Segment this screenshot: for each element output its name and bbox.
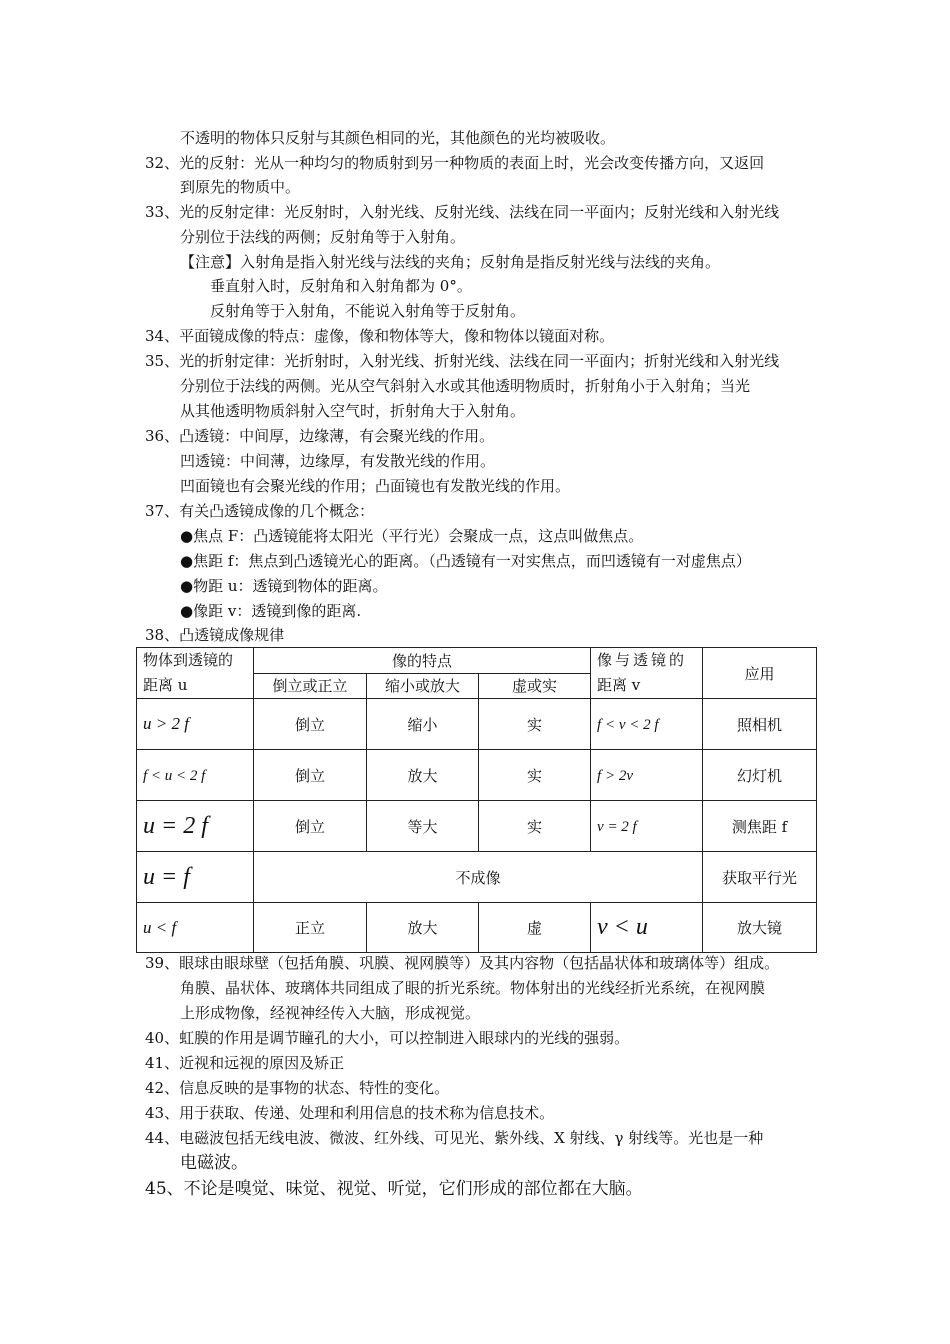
item-35-cont: 分别位于法线的两侧。光从空气斜射入水或其他透明物质时，折射角小于入射角；当光 [180, 377, 751, 395]
header-orientation: 倒立或正立 [254, 673, 367, 699]
table-row [137, 801, 817, 852]
note-line: 【注意】入射角是指入射光线与法线的夹角；反射角是指反射光线与法线的夹角。 [180, 253, 721, 271]
item-44-cont: 电磁波。 [180, 1153, 248, 1173]
cell-orientation: 倒立 [254, 699, 367, 750]
table-row [137, 699, 817, 750]
header-object-distance: 物体到透镜的 距离 u [137, 648, 254, 699]
cell-u: f < u < 2 f [137, 750, 254, 801]
item-36: 36、凸透镜：中间厚，边缘薄，有会聚光线的作用。 [145, 427, 495, 445]
cell-size: 等大 [367, 801, 479, 852]
item-34: 34、平面镜成像的特点：虚像，像和物体等大，像和物体以镜面对称。 [145, 327, 615, 345]
cell-size: 缩小 [367, 699, 479, 750]
bullet-item: ●像距 v：透镜到像的距离. [180, 602, 362, 620]
header-image-distance: 像与透镜的 距离 v [591, 648, 703, 699]
item-44: 44、电磁波包括无线电波、微波、红外线、可见光、紫外线、X 射线、γ 射线等。光也是一种 [145, 1129, 764, 1147]
header-image-features: 像的特点 [254, 648, 591, 674]
item-35: 35、光的折射定律：光折射时，入射光线、折射光线、法线在同一平面内；折射光线和入射光线 [145, 352, 780, 370]
item-35-cont: 从其他透明物质斜射入空气时，折射角大于入射角。 [180, 402, 526, 420]
cell-application: 获取平行光 [703, 852, 817, 903]
note-line: 反射角等于入射角，不能说入射角等于反射角。 [210, 302, 526, 320]
table-row [137, 750, 817, 801]
item-43: 43、用于获取、传递、处理和利用信息的技术称为信息技术。 [145, 1104, 555, 1122]
item-40: 40、虹膜的作用是调节瞳孔的大小，可以控制进入眼球内的光线的强弱。 [145, 1029, 630, 1047]
item-32-cont: 到原先的物质中。 [180, 178, 301, 196]
header-size: 缩小或放大 [367, 673, 479, 699]
item-39: 39、眼球由眼球壁（包括角膜、巩膜、视网膜等）及其内容物（包括晶状体和玻璃体等）组成。 [145, 954, 780, 972]
bullet-item: ●物距 u：透镜到物体的距离。 [180, 577, 388, 595]
cell-u: u = 2 f [137, 801, 254, 852]
table-row [137, 852, 817, 903]
cell-real: 虚 [479, 903, 591, 953]
cell-application: 测焦距 f [703, 801, 817, 852]
cell-v: f < v < 2 f [591, 699, 703, 750]
cell-v: v = 2 f [591, 801, 703, 852]
cell-real: 实 [479, 699, 591, 750]
item-33-cont: 分别位于法线的两侧；反射角等于入射角。 [180, 228, 466, 246]
cell-orientation: 正立 [254, 903, 367, 953]
item-38: 38、凸透镜成像规律 [145, 626, 285, 644]
cell-application: 放大镜 [703, 903, 817, 953]
cell-orientation: 倒立 [254, 801, 367, 852]
lens-imaging-table [136, 647, 817, 953]
item-33: 33、光的反射定律：光反射时，入射光线、反射光线、法线在同一平面内；反射光线和入射光线 [145, 203, 780, 221]
item-32: 32、光的反射：光从一种均匀的物质射到另一种物质的表面上时，光会改变传播方向，又返回 [145, 154, 765, 172]
item-41: 41、近视和远视的原因及矫正 [145, 1054, 345, 1072]
note-line: 垂直射入时，反射角和入射角都为 0°。 [210, 277, 472, 295]
cell-u: u < f [137, 903, 254, 953]
item-37: 37、有关凸透镜成像的几个概念： [145, 502, 375, 520]
cell-no-image: 不成像 [254, 852, 703, 903]
cell-size: 放大 [367, 750, 479, 801]
table-row [137, 903, 817, 953]
paragraph-line: 不透明的物体只反射与其颜色相同的光，其他颜色的光均被吸收。 [180, 129, 616, 147]
cell-real: 实 [479, 750, 591, 801]
cell-u: u > 2 f [137, 699, 254, 750]
item-36-cont: 凹透镜：中间薄，边缘厚，有发散光线的作用。 [180, 452, 496, 470]
bullet-item: ●焦距 f：焦点到凸透镜光心的距离。（凸透镜有一对实焦点，而凹透镜有一对虚焦点） [180, 552, 751, 570]
item-45: 45、不论是嗅觉、味觉、视觉、听觉，它们形成的部位都在大脑。 [145, 1179, 643, 1199]
cell-application: 照相机 [703, 699, 817, 750]
cell-size: 放大 [367, 903, 479, 953]
item-39-cont: 角膜、晶状体、玻璃体共同组成了眼的折光系统。物体射出的光线经折光系统，在视网膜 [180, 979, 766, 997]
bullet-item: ●焦点 F：凸透镜能将太阳光（平行光）会聚成一点，这点叫做焦点。 [180, 527, 644, 545]
item-39-cont: 上形成物像，经视神经传入大脑，形成视觉。 [180, 1004, 481, 1022]
cell-real: 实 [479, 801, 591, 852]
item-36-cont: 凹面镜也有会聚光线的作用；凸面镜也有发散光线的作用。 [180, 477, 571, 495]
item-42: 42、信息反映的是事物的状态、特性的变化。 [145, 1079, 450, 1097]
cell-v: v < u [591, 903, 703, 953]
cell-orientation: 倒立 [254, 750, 367, 801]
cell-u: u = f [137, 852, 254, 903]
header-real-virtual: 虚或实 [479, 673, 591, 699]
header-application: 应用 [703, 648, 817, 699]
cell-application: 幻灯机 [703, 750, 817, 801]
cell-v: f > 2v [591, 750, 703, 801]
